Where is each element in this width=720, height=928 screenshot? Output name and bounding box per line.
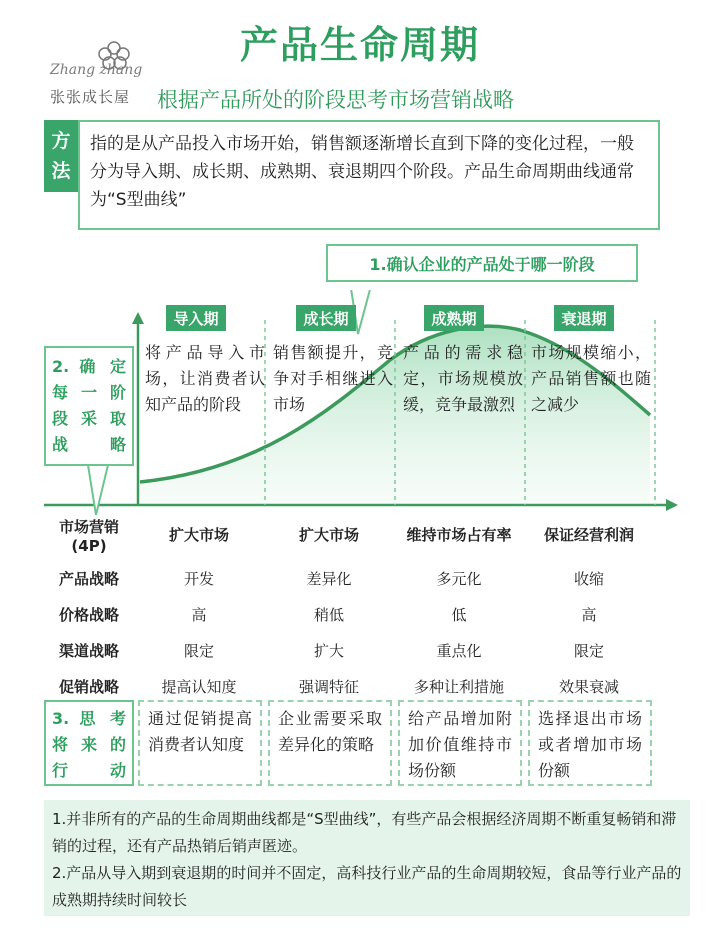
table-row: [44, 560, 654, 596]
table-row: [44, 632, 654, 668]
stage-desc-growth: 销售额提升，竞争对手相继进入市场: [273, 343, 393, 414]
stage-badge-maturity: 成熟期: [424, 305, 484, 331]
table-header-label: 市场营销(4P): [58, 517, 119, 555]
table-row: [44, 596, 654, 632]
table-cell: 差异化: [306, 569, 352, 588]
table-header-cell: 扩大市场: [298, 526, 359, 544]
table-cell: 提高认知度: [161, 677, 237, 696]
table-cell: 多元化: [436, 569, 482, 588]
table-header-cell: 扩大市场: [168, 526, 229, 544]
table-cell: 重点化: [436, 641, 482, 660]
table-cell: 收缩: [573, 569, 604, 588]
table-cell: 低: [451, 605, 467, 624]
table-cell: 开发: [183, 569, 214, 588]
logo-name: 张张成长屋: [50, 88, 131, 106]
stage-badge-growth: 成长期: [296, 305, 356, 331]
method-description: 指的是从产品投入市场开始，销售额逐渐增长直到下降的变化过程，一般分为导入期、成长期、成熟期、衰退期四个阶段。产品生命周期曲线通常为“S型曲线”: [78, 120, 660, 230]
table-cell: 稍低: [313, 605, 344, 624]
action-decline: 选择退出市场或者增加市场份额: [528, 700, 652, 786]
stage-desc-decline: 市场规模缩小，产品销售额也随之减少: [531, 343, 651, 414]
row-label: 促销战略: [58, 677, 119, 696]
table-header-cell: 保证经营利润: [543, 526, 634, 544]
stage-desc-intro: 将产品导入市场，让消费者认知产品的阶段: [145, 343, 265, 414]
method-tag-char: 方: [51, 130, 71, 152]
table-cell: 强调特征: [298, 677, 359, 696]
method-tag-char: 法: [51, 160, 71, 182]
table-cell: 多种让利措施: [413, 677, 504, 696]
stage-badge-intro: 导入期: [166, 305, 226, 331]
action-growth: 企业需要采取差异化的策略: [268, 700, 392, 786]
table-header-row: [44, 510, 654, 560]
table-cell: 限定: [183, 641, 214, 660]
logo-cursive-text: Zhang zhang: [50, 62, 143, 78]
page-subtitle: 根据产品所处的阶段思考市场营销战略: [157, 88, 514, 112]
strategy-table: [44, 510, 654, 704]
note-item: 2.产品从导入期到衰退期的时间并不固定，高科技行业产品的生命周期较短，食品等行业产品的成熟期持续时间较长: [52, 864, 682, 909]
method-tag: [44, 120, 78, 192]
x-axis-arrow: [666, 499, 678, 511]
callout-step3: 3. 思 考 将 来 的 行动: [44, 700, 134, 786]
row-label: 渠道战略: [58, 641, 119, 660]
callout2-pointer: [88, 465, 108, 515]
stage-badge-decline: 衰退期: [554, 305, 614, 331]
callout-step1: 1.确认企业的产品处于哪一阶段: [326, 244, 638, 282]
table-cell: 扩大: [313, 641, 344, 660]
page-title: 产品生命周期: [239, 23, 480, 67]
table-cell: 高: [191, 605, 207, 624]
table-row: [44, 668, 654, 704]
row-label: 产品战略: [58, 569, 119, 588]
stage-desc-maturity: 产品的需求稳定，市场规模放缓，竞争最激烈: [403, 343, 523, 414]
table-cell: 限定: [573, 641, 604, 660]
table-cell: 高: [581, 605, 597, 624]
table-cell: 效果衰减: [558, 677, 619, 696]
notes-box: [44, 800, 690, 916]
y-axis-arrow: [132, 312, 144, 324]
row-label: 价格战略: [58, 605, 119, 624]
action-maturity: 给产品增加附加价值维持市场份额: [398, 700, 522, 786]
table-header-cell: 维持市场占有率: [406, 526, 512, 544]
note-item: 1.并非所有的产品的生命周期曲线都是“S型曲线”，有些产品会根据经济周期不断重复畅销和滞销的过程，还有产品热销后销声匿迹。: [52, 810, 677, 855]
brand-logo: [46, 38, 166, 106]
action-intro: 通过促销提高消费者认知度: [138, 700, 262, 786]
callout-step2: 2. 确 定 每 一 阶 段 采 取 战略: [44, 346, 134, 466]
